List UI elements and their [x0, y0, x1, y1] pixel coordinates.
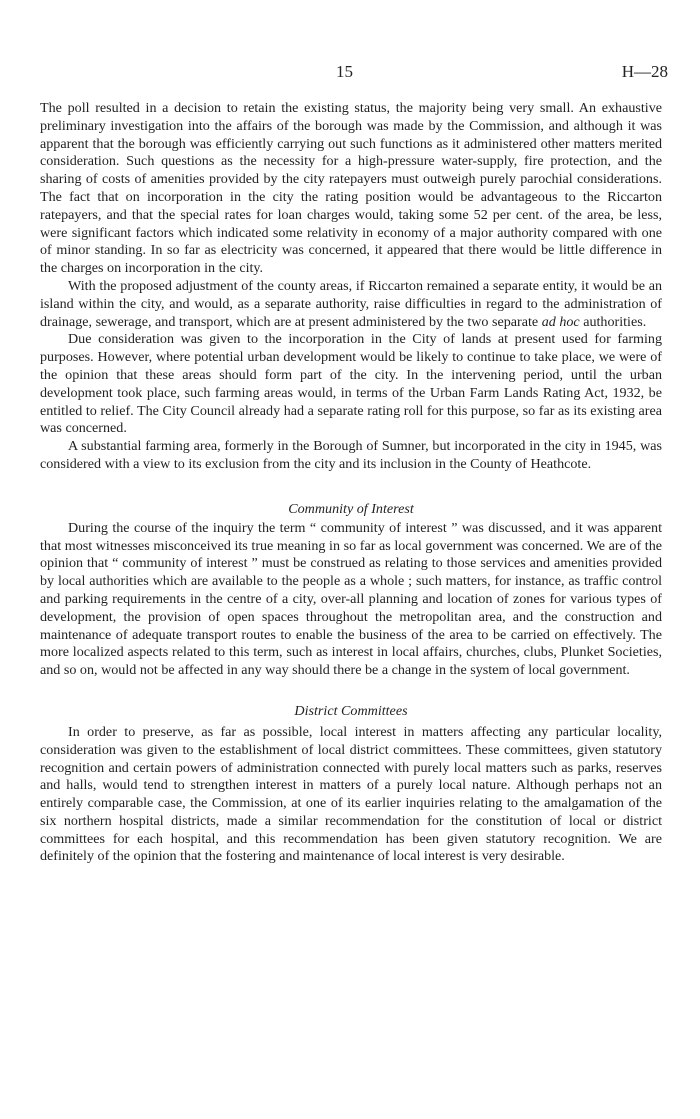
page-number: 15 — [336, 62, 353, 81]
paragraph-community-of-interest: During the course of the inquiry the term “ community of interest ” was discussed, and it was apparent that most witnesses misconceived its true meaning in so far as local government was concerned. We are of the opinion that “ community of interest ” must be construed as relating to those services and amenities provided by local authorities which are available to the people as a whole ; such matters, for instance, as traffic control and parking requirements in the centre of a city, over-all planning and location of zones for various types of development, the provision of open spaces throughout the metropolitan area, and the construction and maintenance of adequate transport routes to enable the business of the area to be carried on effectively. The more localized aspects related to this term, such as interest in local affairs, churches, clubs, Plunket Societies, and so on, would not be affected in any way should there be a change in the system of local government. — [40, 519, 662, 679]
heading-community-of-interest: Community of Interest — [288, 500, 414, 517]
body-text — [40, 100, 662, 866]
paragraph-sumner-area: A substantial farming area, formerly in the Borough of Sumner, but incorporated in the city in 1945, was considered with a view to its exclusion from the city and its inclusion in the County of Heathcote. — [40, 438, 662, 472]
page-header — [0, 62, 700, 84]
paragraph-poll-result: The poll resulted in a decision to retain the existing status, the majority being very small. An exhaustive preliminary investigation into the affairs of the borough was made by the Commission, and although it was apparent that the borough was efficiently carrying out such functions as it administered other matters merited consideration. Such questions as the necessity for a high-pressure water-supply, fire protection, and the sharing of costs of amenities provided by the city ratepayers must outweigh purely parochial considerations. The fact that on incorporation in the city the rating position would be advantageous to the Riccarton ratepayers, and that the special rates for loan charges would, taking some 52 per cent. of the area, be less, were significant factors which indicated some relativity in economy of a major authority compared with one of minor standing. In so far as electricity was concerned, it appeared that there would be little difference in the charges on incorporation in the city. — [40, 100, 662, 277]
paragraph-farming-lands: Due consideration was given to the incorporation in the City of lands at present used for farming purposes. However, where potential urban development would be likely to continue to take place, we were of the opinion that these areas should form part of the city. In the intervening period, until the urban development took place, such farming areas would, in terms of the Urban Farm Lands Rating Act, 1932, be entitled to relief. The City Council already had a separate rating roll for this purpose, so far as its existing area was concerned. — [40, 331, 662, 437]
paragraph-county-adjustment — [40, 278, 662, 331]
paragraph-county-adjustment-end: authorities. — [579, 313, 647, 330]
ad-hoc-term: ad hoc — [541, 313, 580, 330]
paragraph-district-committees: In order to preserve, as far as possible, local interest in matters affecting any particular locality, consideration was given to the establishment of local district committees. These committees, given statutory recognition and certain powers of administration connected with purely local matters such as parks, reserves and halls, would tend to strengthen interest in matters of a purely local nature. Although perhaps not an entirely comparable case, the Commission, at one of its earlier inquiries relating to the amalgamation of the six northern hospital districts, made a similar recommendation for the constitution of local or district committees for each hospital, and this recommendation has been given statutory recognition. We are definitely of the opinion that the fostering and maintenance of local interest is very desirable. — [40, 723, 662, 865]
paragraph-county-adjustment-text: With the proposed adjustment of the county areas, if Riccarton remained a separate entity, it would be an island within the city, and would, as a separate authority, raise difficulties in regard to the administration of drainage, sewerage, and transport, which are at present administered by the two separate — [40, 277, 662, 330]
heading-district-committees: District Committees — [294, 702, 408, 719]
document-reference: H—28 — [621, 62, 668, 81]
